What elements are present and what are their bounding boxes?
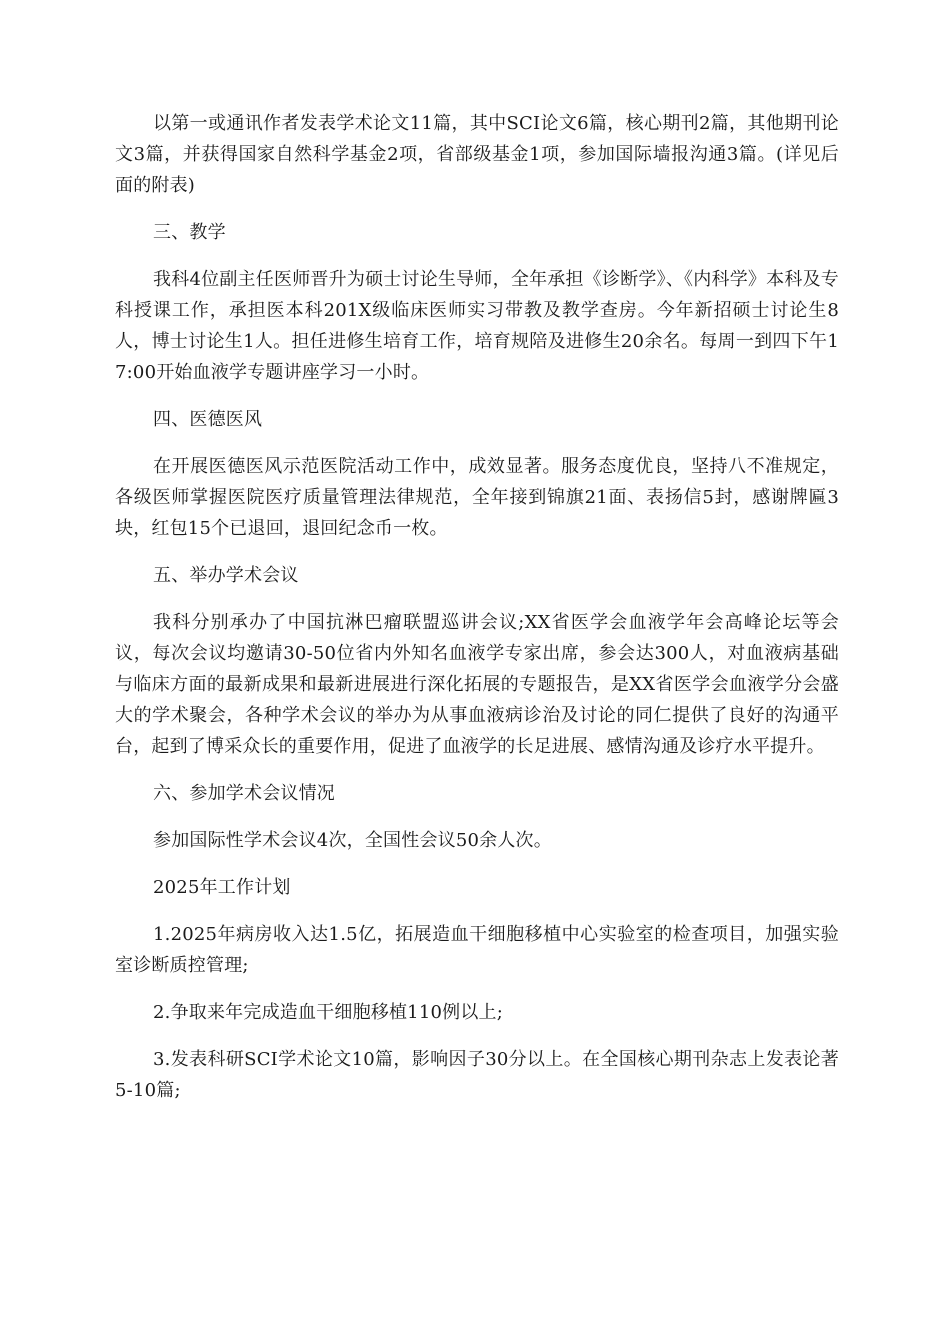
spacer [115,981,839,997]
spacer [115,903,839,919]
document-body [115,108,839,1106]
section-heading-ethics: 四、医德医风 [153,409,263,430]
paragraph-teaching: 我科4位副主任医师晋升为硕士讨论生导师，全年承担《诊断学》、《内科学》本科及专科授课工作，承担医本科201X级临床医师实习带教及教学查房。今年新招硕士讨论生8人，博士讨论生1人。担任进修生培育工作，培育规陪及进修生20余名。每周一到四下午17:00开始血液学专题讲座学习一小时。 [115,269,839,383]
spacer [115,388,839,404]
section-heading-teaching: 三、教学 [153,222,226,243]
plan-item-1: 1.2025年病房收入达1.5亿，拓展造血干细胞移植中心实验室的检查项目，加强实验室诊断质控管理; [115,924,839,976]
spacer [115,435,839,451]
spacer [115,248,839,264]
spacer [115,856,839,872]
spacer [115,809,839,825]
plan-item-2: 2.争取来年完成造血干细胞移植110例以上; [153,1002,503,1023]
paragraph-conferences-hosted: 我科分别承办了中国抗淋巴瘤联盟巡讲会议;XX省医学会血液学年会高峰论坛等会议，每次会议均邀请30-50位省内外知名血液学专家出席，参会达300人，对血液病基础与临床方面的最新成果和最新进展进行深化拓展的专题报告，是XX省医学会血液学分会盛大的学术聚会，各种学术会议的举办为从事血液病诊治及讨论的同仁提供了良好的沟通平台，起到了博采众长的重要作用，促进了血液学的长足进展、感情沟通及诊疗水平提升。 [115,612,839,757]
paragraph-publications: 以第一或通讯作者发表学术论文11篇，其中SCI论文6篇，核心期刊2篇，其他期刊论文3篇，并获得国家自然科学基金2项，省部级基金1项，参加国际墙报沟通3篇。(详见后面的附表) [115,113,839,196]
spacer [115,1028,839,1044]
spacer [115,544,839,560]
spacer [115,201,839,217]
section-heading-work-plan: 2025年工作计划 [153,877,291,898]
spacer [115,762,839,778]
plan-item-3: 3.发表科研SCI学术论文10篇，影响因子30分以上。在全国核心期刊杂志上发表论著5-10篇; [115,1049,839,1101]
section-heading-conferences-attended: 六、参加学术会议情况 [153,783,335,804]
paragraph-conferences-attended: 参加国际性学术会议4次，全国性会议50余人次。 [153,830,552,851]
paragraph-ethics: 在开展医德医风示范医院活动工作中，成效显著。服务态度优良，坚持八不准规定，各级医师掌握医院医疗质量管理法律规范，全年接到锦旗21面、表扬信5封，感谢牌匾3块，红包15个已退回，退回纪念币一枚。 [115,456,839,539]
section-heading-conferences-hosted: 五、举办学术会议 [153,565,299,586]
spacer [115,591,839,607]
